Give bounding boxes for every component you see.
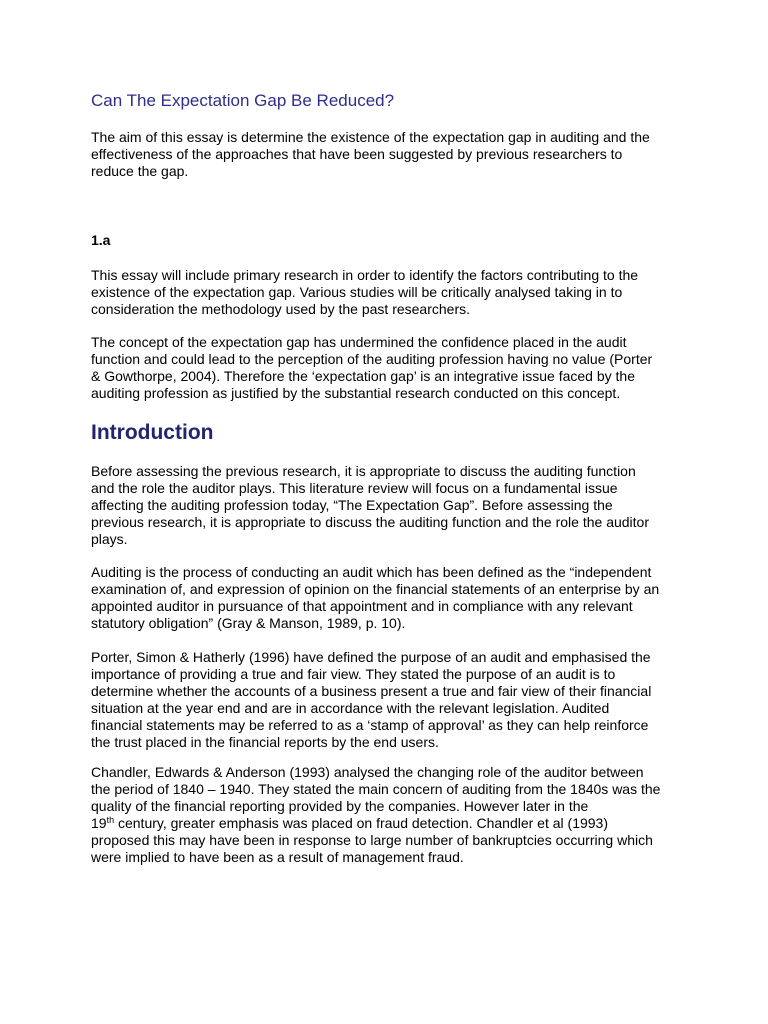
text-line: The concept of the expectation gap has undermined the confidence placed in the audit (91, 334, 627, 350)
text-line: Auditing is the process of conducting an audit which has been defined as the “independent (91, 564, 652, 580)
text-line: Porter, Simon & Hatherly (1996) have defined the purpose of an audit and emphasised the (91, 649, 651, 665)
text-line: existence of the expectation gap. Various studies will be critically analysed taking in to (91, 284, 623, 300)
text-line: & Gowthorpe, 2004). Therefore the ‘expectation gap’ is an integrative issue faced by the (91, 368, 635, 384)
text-line: This essay will include primary research in order to identify the factors contributing to the (91, 267, 639, 283)
text-line: financial statements may be referred to as a ‘stamp of approval’ as they can help reinforce (91, 717, 649, 733)
text-line: reduce the gap. (91, 163, 189, 179)
text-line-with-superscript (91, 815, 691, 832)
text-line: statutory obligation” (Gray & Manson, 1989, p. 10). (91, 615, 406, 631)
text-line-rest: century, greater emphasis was placed on fraud detection. Chandler et al (1993) (114, 815, 609, 831)
text-line: importance of providing a true and fair view. They stated the purpose of an audit is to (91, 666, 616, 682)
century-number: 19 (91, 815, 107, 831)
text-line: were implied to have been as a result of management fraud. (91, 849, 464, 865)
text-line: situation at the year end and are in accordance with the relevant legislation. Audited (91, 700, 610, 716)
introduction-heading: Introduction (91, 421, 214, 444)
text-line: The aim of this essay is determine the existence of the expectation gap in auditing and the (91, 129, 650, 145)
expectation-gap-concept-paragraph (91, 334, 691, 402)
text-line: effectiveness of the approaches that have been suggested by previous researchers to (91, 146, 623, 162)
text-line: Before assessing the previous research, it is appropriate to discuss the auditing function (91, 463, 636, 479)
aim-paragraph (91, 129, 691, 180)
primary-research-paragraph (91, 267, 691, 318)
text-line: previous research, it is appropriate to discuss the auditing function and the role the auditor (91, 514, 649, 530)
porter-simon-paragraph (91, 649, 691, 751)
text-line: quality of the financial reporting provided by the companies. However later in the (91, 798, 589, 814)
chandler-paragraph (91, 764, 691, 866)
text-line: the period of 1840 – 1940. They stated the main concern of auditing from the 1840s was the (91, 781, 661, 797)
text-line: the trust placed in the financial reports by the end users. (91, 734, 439, 750)
text-line: auditing profession as justified by the substantial research conducted on this concept. (91, 385, 621, 401)
text-line: proposed this may have been in response to large number of bankruptcies occurring which (91, 832, 653, 848)
text-line: plays. (91, 531, 128, 547)
ordinal-superscript: th (106, 815, 115, 825)
auditing-process-paragraph (91, 564, 691, 632)
text-line: determine whether the accounts of a business present a true and fair view of their financial (91, 683, 652, 699)
text-line: and the role the auditor plays. This literature review will focus on a fundamental issue (91, 480, 618, 496)
text-line: consideration the methodology used by the past researchers. (91, 301, 471, 317)
before-assessing-paragraph (91, 463, 691, 548)
text-line: appointed auditor in pursuance of that appointment and in compliance with any relevant (91, 598, 633, 614)
section-label: 1.a (91, 232, 111, 248)
text-line: examination of, and expression of opinion on the financial statements of an enterprise by an (91, 581, 660, 597)
text-line: Chandler, Edwards & Anderson (1993) analysed the changing role of the auditor between (91, 764, 644, 780)
text-line: function and could lead to the perception of the auditing profession having no value (Porter (91, 351, 653, 367)
text-line: affecting the auditing profession today, “The Expectation Gap”. Before assessing the (91, 497, 613, 513)
document-title: Can The Expectation Gap Be Reduced? (91, 91, 395, 110)
